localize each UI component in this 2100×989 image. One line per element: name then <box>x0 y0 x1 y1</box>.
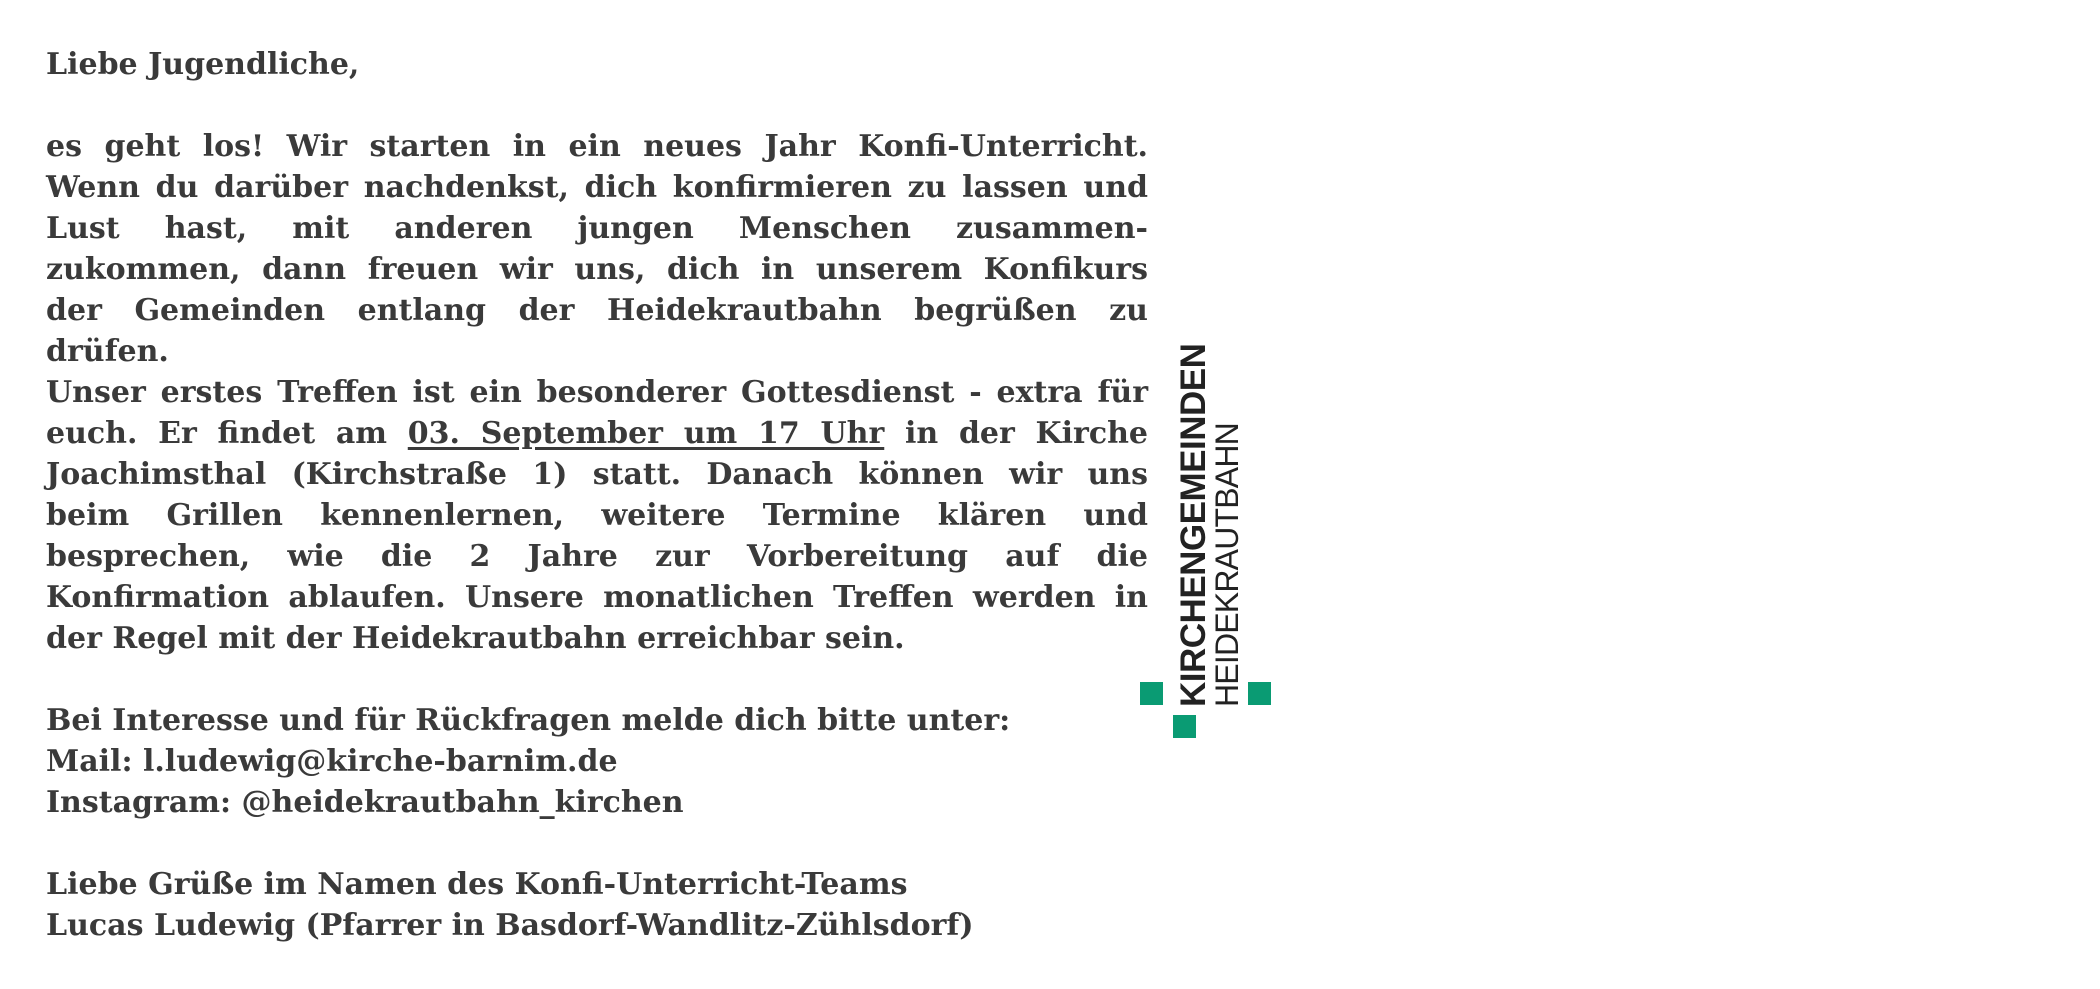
spacer <box>46 659 1148 700</box>
closing-regards: Liebe Grüße im Namen des Konfi-Unterricht-Teams <box>46 867 908 902</box>
paragraph-1-line-3: Lust hast, mit anderen jungen Menschen zusammen- <box>46 211 1148 246</box>
letter-body <box>46 44 1148 946</box>
spacer <box>46 85 1148 126</box>
event-date: 03. September um 17 Uhr <box>407 416 885 451</box>
paragraph-1-line-1: es geht los! Wir starten in ein neues Jahr Konfi-Unterricht. <box>46 129 1148 164</box>
greeting: Liebe Jugendliche, <box>46 47 360 82</box>
logo-square-left <box>1140 682 1163 705</box>
paragraph-1-line-5: der Gemeinden entlang der Heidekrautbahn begrüßen zu <box>46 293 1148 328</box>
paragraph-1-line-4: zukommen, dann freuen wir uns, dich in unserem Konfikurs <box>46 252 1148 287</box>
church-logo <box>1140 343 1280 746</box>
paragraph-2-line-2-end: in der Kirche <box>884 416 1148 451</box>
paragraph-2-line-1: Unser erstes Treffen ist ein besonderer Gottesdienst - extra für <box>46 375 1148 410</box>
logo-square-bottom <box>1173 715 1196 738</box>
contact-intro: Bei Interesse und für Rückfragen melde dich bitte unter: <box>46 703 1011 738</box>
paragraph-1-line-6: drüfen. <box>46 334 169 369</box>
paragraph-2-line-4: beim Grillen kennenlernen, weitere Termine klären und <box>46 498 1148 533</box>
contact-mail: Mail: l.ludewig@kirche-barnim.de <box>46 744 618 779</box>
paragraph-2-line-2-start: euch. Er findet am <box>46 416 408 451</box>
paragraph-2-line-2 <box>46 413 1148 454</box>
logo-text-heidekrautbahn: HEIDEKRAUTBAHN <box>1209 423 1245 707</box>
contact-instagram: Instagram: @heidekrautbahn_kirchen <box>46 785 684 820</box>
paragraph-2-line-7: der Regel mit der Heidekrautbahn erreichbar sein. <box>46 621 905 656</box>
paragraph-2-line-5: besprechen, wie die 2 Jahre zur Vorbereitung auf die <box>46 539 1148 574</box>
signature: Lucas Ludewig (Pfarrer in Basdorf-Wandlitz-Zühlsdorf) <box>46 908 974 943</box>
paragraph-1-line-2: Wenn du darüber nachdenkst, dich konfirmieren zu lassen und <box>46 170 1148 205</box>
spacer <box>46 823 1148 864</box>
paragraph-2-line-6: Konfirmation ablaufen. Unsere monatlichen Treffen werden in <box>46 580 1148 615</box>
logo-text-kirchengemeinden: KIRCHENGEMEINDEN <box>1174 343 1213 707</box>
paragraph-2-line-3: Joachimsthal (Kirchstraße 1) statt. Danach können wir uns <box>46 457 1148 492</box>
logo-square-right <box>1248 682 1271 705</box>
